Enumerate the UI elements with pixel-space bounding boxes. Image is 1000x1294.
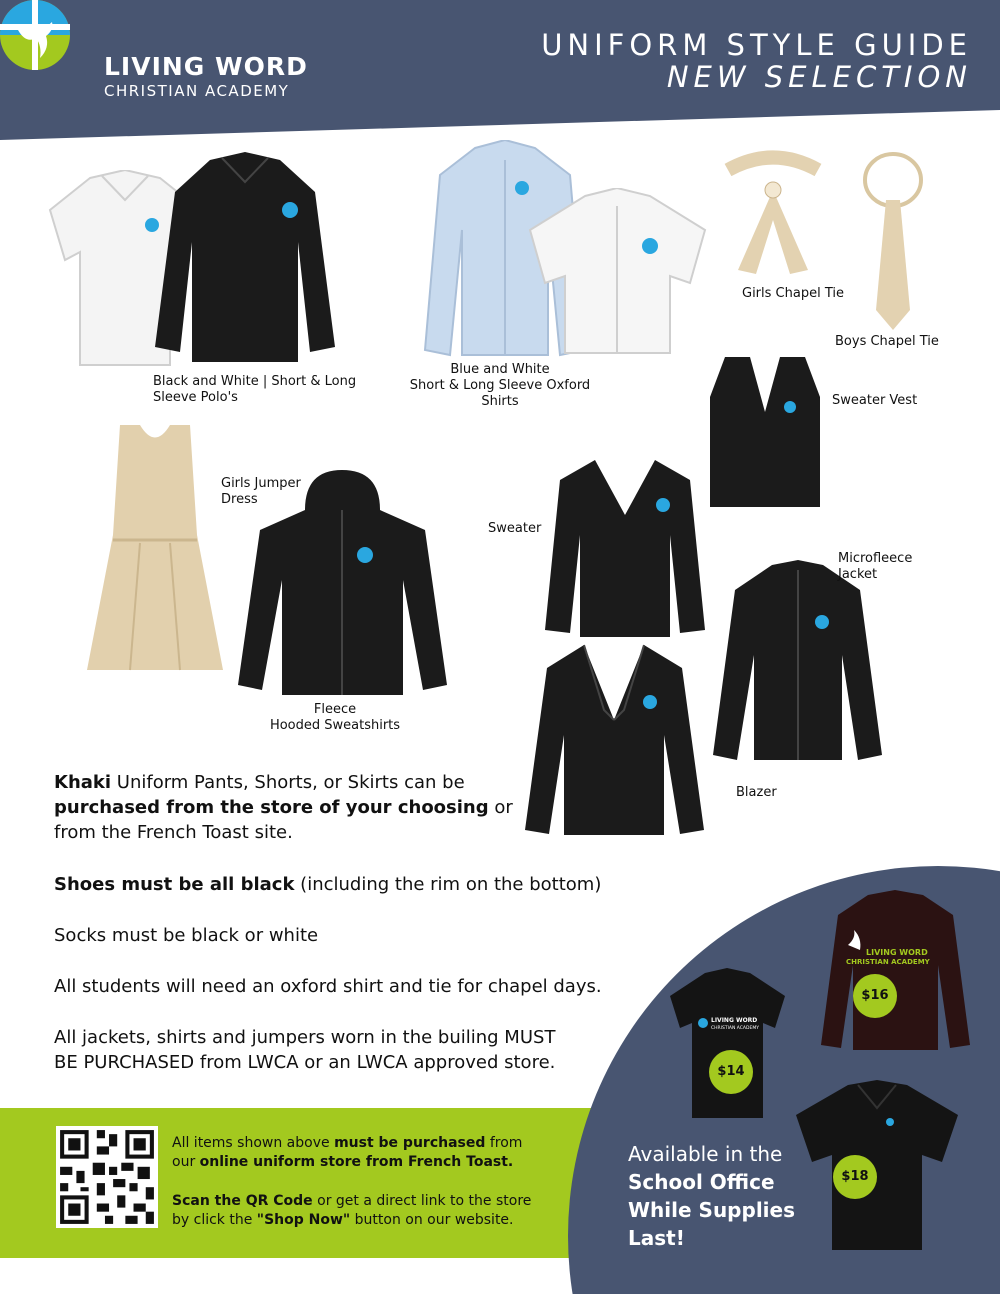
footer-store-link[interactable]: online uniform store from French Toast.	[199, 1154, 514, 1170]
promo-tshirt-brand-line2: CHRISTIAN ACADEMY	[711, 1026, 759, 1031]
availability-line2: School Office	[628, 1170, 775, 1194]
availability-line1: Available in the	[628, 1142, 783, 1166]
polo-label	[153, 374, 356, 406]
blazer-label: Blazer	[736, 785, 777, 800]
page-subtitle: NEW SELECTION	[666, 60, 972, 94]
girls-jumper-dress-image	[85, 425, 225, 675]
oxford-label	[390, 362, 610, 410]
polo-price-badge: $18	[833, 1155, 877, 1199]
shop-now-reference: "Shop Now"	[256, 1212, 351, 1228]
black-long-sleeve-polo-image	[150, 152, 340, 367]
jackets-rule-line1: All jackets, shirts and jumpers worn in the builing MUST	[54, 1027, 556, 1048]
footer-line3	[172, 1192, 531, 1211]
sweatshirt-price-badge: $16	[853, 974, 897, 1018]
availability-line4: Last!	[628, 1226, 685, 1250]
hoodie-label	[260, 702, 410, 734]
promo-polo-image	[790, 1080, 965, 1255]
girls-tie-label: Girls Chapel Tie	[742, 286, 844, 301]
shoes-text: (including the rim on the bottom)	[294, 874, 602, 895]
hoodie-label-line1: Fleece	[313, 702, 357, 717]
footer-line1	[172, 1134, 522, 1153]
vest-label: Sweater Vest	[832, 393, 918, 408]
page-title: UNIFORM STYLE GUIDE	[541, 28, 972, 62]
footer-line4	[172, 1211, 514, 1230]
chapel-rule: All students will need an oxford shirt and tie for chapel days.	[54, 976, 602, 997]
logo-subtitle: CHRISTIAN ACADEMY	[104, 82, 290, 100]
polo-label-line2: Sleeve Polo's	[153, 390, 238, 405]
polo-label-line1: Black and White | Short & Long	[153, 374, 357, 389]
footer-line2-text: our	[172, 1154, 200, 1170]
jackets-rule-line2: BE PURCHASED from LWCA or an LWCA approved store.	[54, 1052, 556, 1073]
promo-sweatshirt-brand-line2: CHRISTIAN ACADEMY	[846, 958, 930, 966]
sweater-cardigan-image	[540, 455, 710, 640]
footer-line3-text: or get a direct link to the store	[312, 1193, 532, 1209]
fleece-hooded-sweatshirt-image	[235, 470, 450, 700]
promo-tshirt-image	[665, 968, 790, 1123]
promo-tshirt-brand-line1: LIVING WORD	[711, 1017, 758, 1024]
khaki-bold2: purchased from the store of your choosing	[54, 797, 489, 818]
promo-sweatshirt-image	[818, 890, 973, 1055]
shoes-bold: Shoes must be all black	[54, 874, 295, 895]
khaki-bold: Khaki	[54, 772, 112, 793]
white-oxford-shirt-image	[520, 188, 715, 358]
microfleece-label-line1: Microfleece	[838, 551, 913, 566]
sweater-vest-image	[705, 352, 825, 512]
khaki-text2: or	[488, 797, 513, 818]
promo-sweatshirt-brand-line1: LIVING WORD	[866, 948, 928, 957]
footer-line2	[172, 1153, 513, 1172]
hoodie-label-line2: Hooded Sweatshirts	[269, 718, 401, 733]
footer-line1-bold: must be purchased	[334, 1135, 486, 1151]
logo-name: LIVING WORD	[104, 52, 308, 81]
boys-chapel-tie-image	[858, 150, 928, 335]
footer-line1-text1: All items shown above	[172, 1135, 335, 1151]
khaki-text3: from the French Toast site.	[54, 822, 293, 843]
khaki-text1: Uniform Pants, Shorts, or Skirts can be	[111, 772, 465, 793]
socks-rule: Socks must be black or white	[54, 925, 319, 946]
boys-tie-label: Boys Chapel Tie	[835, 334, 939, 349]
oxford-label-line1: Blue and White	[450, 362, 550, 377]
khaki-rule	[54, 770, 513, 845]
oxford-label-line2: Short & Long Sleeve Oxford Shirts	[409, 378, 591, 409]
jumper-label-line2: Dress	[221, 492, 258, 507]
dove-cross-logo-icon	[0, 0, 70, 70]
blazer-image	[522, 640, 707, 840]
jumper-label-line1: Girls Jumper	[221, 476, 301, 491]
header-banner	[0, 0, 1000, 150]
jackets-rule	[54, 1025, 555, 1075]
microfleece-label	[838, 551, 912, 583]
availability-line3: While Supplies	[628, 1198, 795, 1222]
qr-code-icon[interactable]	[56, 1126, 158, 1228]
microfleece-label-line2: Jacket	[838, 567, 878, 582]
footer-line1-text2: from	[485, 1135, 523, 1151]
girls-chapel-tie-image	[718, 150, 828, 280]
shoes-rule	[54, 872, 601, 897]
microfleece-jacket-image	[710, 560, 885, 765]
footer-line4-text2: button on our website.	[350, 1212, 514, 1228]
availability-note	[628, 1140, 795, 1252]
footer-line3-bold: Scan the QR Code	[172, 1193, 313, 1209]
tshirt-price-badge: $14	[709, 1050, 753, 1094]
footer-line4-text1: by click the	[172, 1212, 257, 1228]
sweater-label: Sweater	[488, 521, 542, 536]
